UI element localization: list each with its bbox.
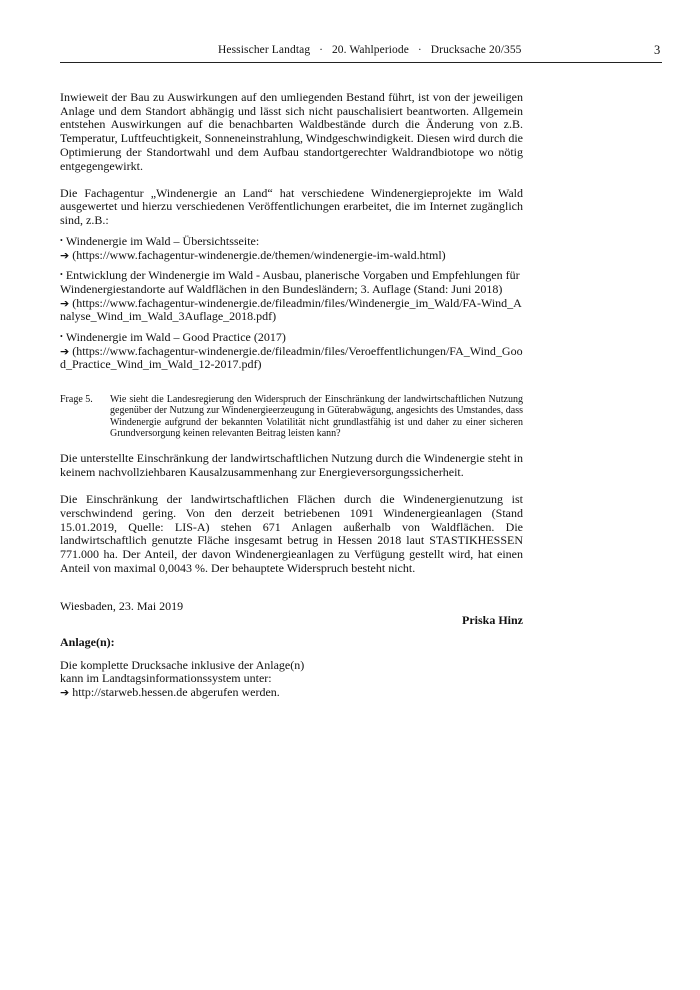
- question-label: Frage 5.: [60, 394, 93, 406]
- paragraph-impact: Inwieweit der Bau zu Auswirkungen auf den umliegenden Bestand führt, ist von der jeweiligen Anlage und dem Standort abhängig und lässt sich nicht pauschalisiert beantworten. Allgemein entstehen Auswirkungen auf die benachbarten Waldbestände durch die Änderung von z.B. Temperatur, Luftfeuchtigkeit, Sonneneinstrahlung, Windgeschwindigkeit. Diesen wird durch die Optimierung der Standortwahl und dem Aufbau standortgerechter Waldrandbiotope wo nötig entgegengewirkt.: [60, 90, 523, 173]
- attachment-line: kann im Landtagsinformationssystem unter:: [60, 671, 272, 686]
- attachment-heading: Anlage(n):: [60, 635, 115, 649]
- list-item: [60, 268, 523, 324]
- bullet-icon: •: [60, 332, 63, 342]
- publication-title: Windenergie im Wald – Good Practice (2017): [65, 330, 286, 345]
- answer-paragraph-2: Die Einschränkung der landwirtschaftlichen Flächen durch die Windenergienutzung ist verschwindend gering. Von den derzeit betriebenen 1091 Windenergieanlagen (Stand 15.01.2019, Quelle: LIS-A) stehen 671 Anlagen außerhalb von Waldflächen. Die landwirtschaftlich genutzte Fläche insgesamt betrug in Hessen 2018 laut STASTIKHESSEN 771.000 ha. Der Anteil, der davon Windenergieanlagen zu Verfügung gestellt wird, hat einen Anteil von maximal 0,0043 %. Der behauptete Widerspruch besteht nicht.: [60, 492, 523, 575]
- page-header: [0, 42, 700, 60]
- publication-title: Windenergie im Wald – Übersichtsseite:: [65, 233, 260, 248]
- question-block: [60, 394, 523, 439]
- publication-link[interactable]: (https://www.fachagentur-windenergie.de/themen/windenergie-im-wald.html): [72, 247, 446, 262]
- answer-paragraph-1: Die unterstellte Einschränkung der landwirtschaftlichen Nutzung durch die Windenergie steht in keinem nachvollziehbaren Kausalzusammenhang zur Energieversorgungssicherheit.: [60, 451, 523, 480]
- question-text: Wie sieht die Landesregierung den Widerspruch der Einschränkung der landwirtschaftlichen Nutzung gegenüber der Nutzung zur Windenergieerzeugung in Güterabwägung, angesichts des Umstandes, dass Windenergie aufgrund der bekannten Volatilität nicht grundlastfähig ist und daher zu einer sicheren Grundversorgung keinen relevanten Beitrag leisten kann?: [110, 394, 523, 439]
- header-rule: [60, 62, 662, 63]
- publication-link[interactable]: (https://www.fachagentur-windenergie.de/fileadmin/files/Windenergie_im_Wald/FA-Wind_Analyse_Wind_im_Wald_3Auflage_2018.pdf): [60, 295, 522, 324]
- paragraph-fachagentur: Die Fachagentur „Windenergie an Land“ hat verschiedene Windenergieprojekte im Wald ausgewertet und hierzu verschiedenen Veröffentlichungen erarbeitet, die im Internet zugänglich sind, z.B.:: [60, 185, 523, 228]
- document-body: [60, 91, 523, 630]
- arrow-right-icon: ➔: [60, 248, 70, 262]
- list-item: [60, 234, 523, 262]
- arrow-right-icon: ➔: [60, 296, 70, 310]
- arrow-right-icon: ➔: [60, 686, 70, 700]
- signatory-name: Priska Hinz: [461, 612, 523, 627]
- list-item: [60, 330, 523, 372]
- publication-link[interactable]: (https://www.fachagentur-windenergie.de/fileadmin/files/Veroeffentlichungen/FA_Wind_Good_Practice_Wind_im_Wald_12-2017.pdf): [60, 343, 523, 372]
- attachment-section: [60, 636, 523, 700]
- attachment-link[interactable]: http://starweb.hessen.de abgerufen werden.: [72, 685, 280, 700]
- running-title: Hessischer Landtag · 20. Wahlperiode · Drucksache 20/355: [218, 44, 522, 56]
- publication-title: Entwicklung der Windenergie im Wald - Ausbau, planerische Vorgaben und Empfehlungen für Windenergiestandorte auf Waldflächen in den Bundesländern; 3. Auflage (Stand: Juni 2018): [60, 268, 520, 296]
- page-number: 3: [654, 43, 661, 57]
- attachment-line: Die komplette Drucksache inklusive der Anlage(n): [60, 657, 305, 672]
- bullet-icon: •: [60, 235, 63, 245]
- bullet-icon: •: [60, 270, 63, 280]
- signature-block: [60, 600, 523, 630]
- place-date: Wiesbaden, 23. Mai 2019: [60, 598, 184, 613]
- arrow-right-icon: ➔: [60, 344, 70, 358]
